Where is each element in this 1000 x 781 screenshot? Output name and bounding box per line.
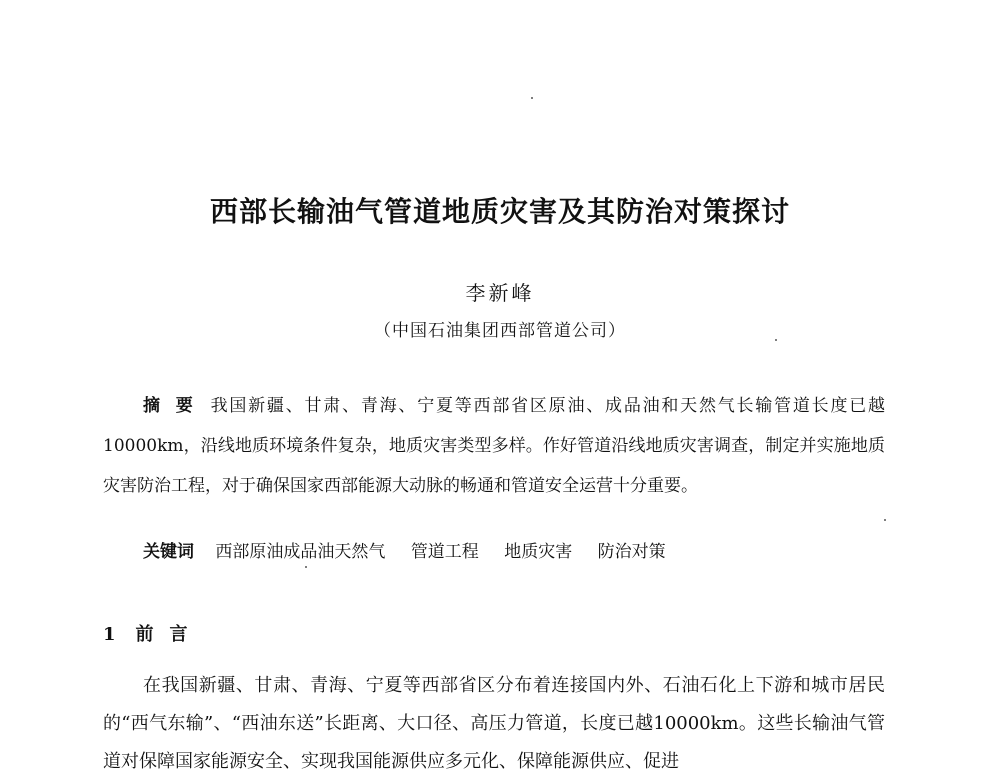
keyword: 地质灾害 [504, 542, 573, 562]
keyword: 管道工程 [410, 542, 479, 562]
paper-title: 西部长输油气管道地质灾害及其防治对策探讨 [209, 195, 790, 228]
section-number: 1 [103, 624, 116, 645]
abstract-label: 摘要 [143, 396, 209, 416]
keywords-label: 关键词 [143, 542, 194, 562]
author-affiliation: （中国石油集团西部管道公司） [374, 321, 626, 341]
body-paragraph: 在我国新疆、甘肃、青海、宁夏等西部省区分布着连接国内外、石油石化上下游和城市居民的“西气东输”、“西油东送”长距离、大口径、高压力管道，长度已越10000km。这些长输油气管道对保障国家能源安全、实现我国能源供应多元化、保障能源供应、促进 [103, 675, 885, 772]
scan-speck [531, 97, 533, 99]
section-heading [103, 620, 204, 646]
scan-speck [305, 566, 307, 568]
keyword: 防治对策 [597, 542, 666, 562]
scan-speck [884, 519, 886, 521]
section-title: 前言 [135, 624, 204, 645]
keyword: 西部原油成品油天然气 [215, 542, 386, 562]
author-name: 李新峰 [465, 281, 535, 305]
keywords [143, 537, 885, 562]
abstract [103, 386, 885, 506]
abstract-text: 我国新疆、甘肃、青海、宁夏等西部省区原油、成品油和天然气长输管道长度已越10000km，沿线地质环境条件复杂，地质灾害类型多样。作好管道沿线地质灾害调查，制定并实施地质灾害防治工程，对于确保国家西部能源大动脉的畅通和管道安全运营十分重要。 [103, 396, 886, 496]
